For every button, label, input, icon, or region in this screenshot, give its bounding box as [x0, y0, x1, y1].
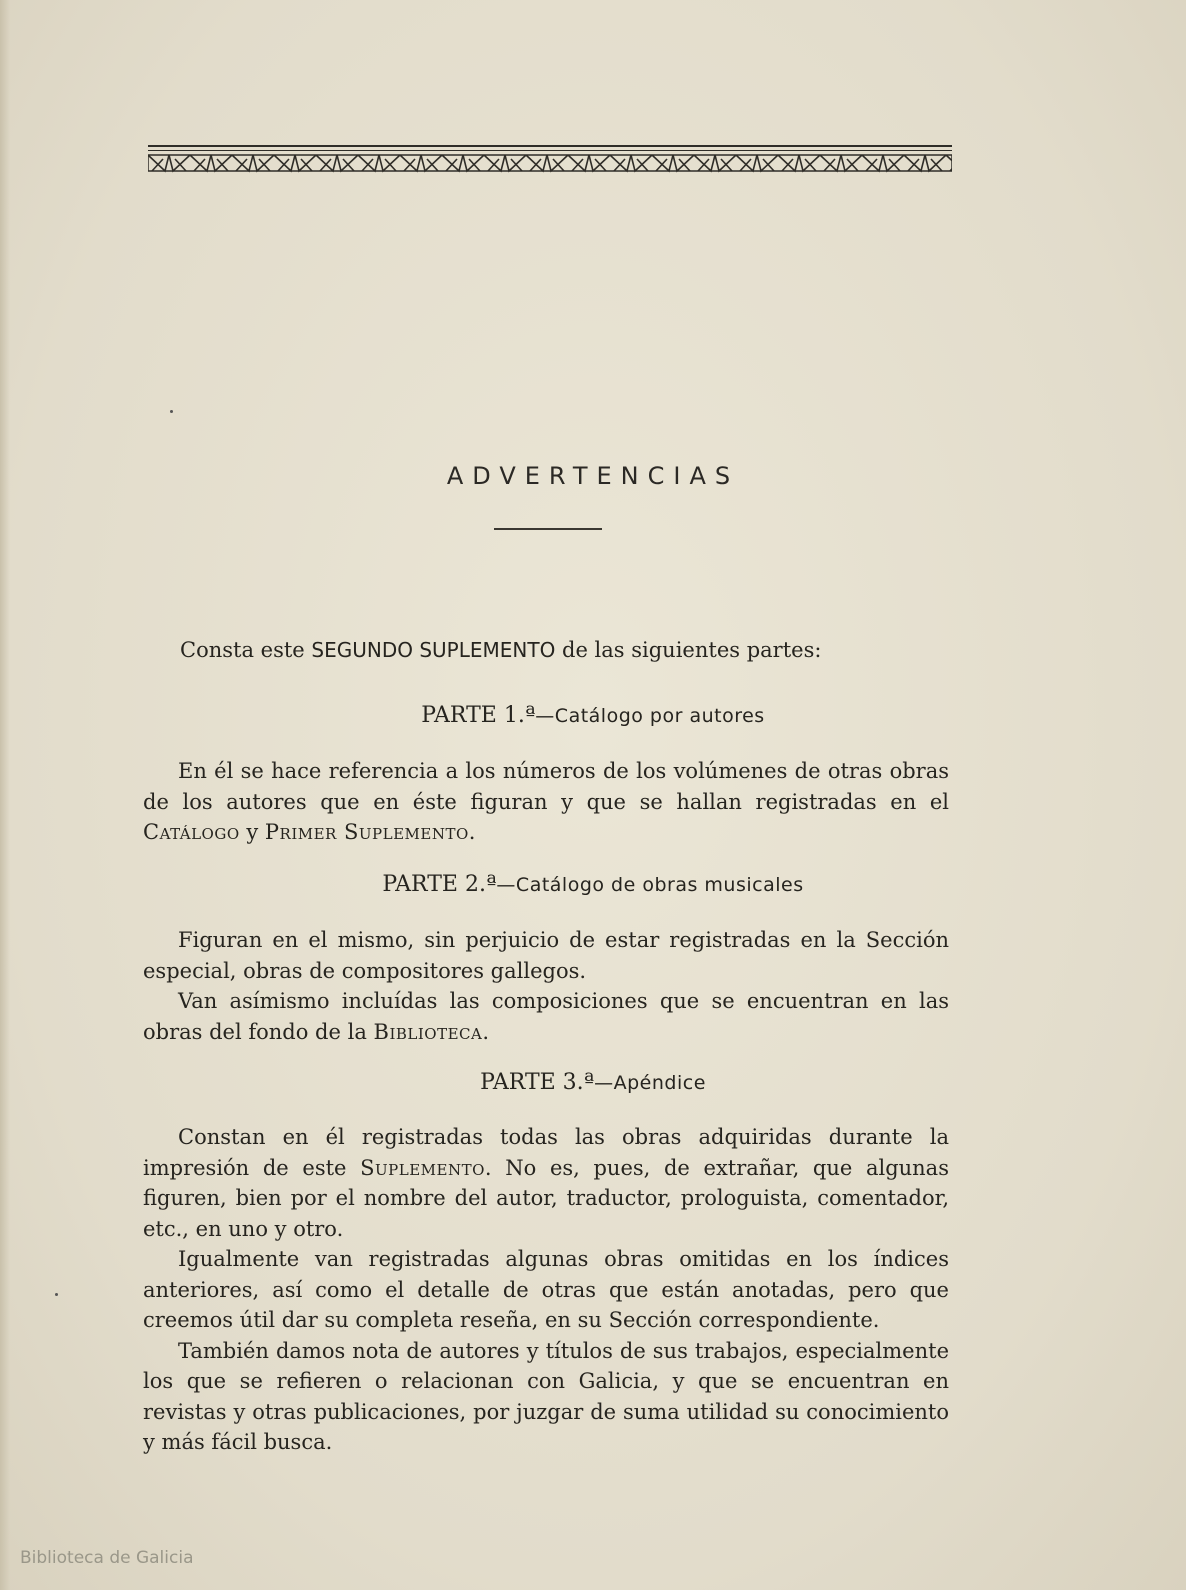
paragraph: Igualmente van registradas algunas obras omitidas en los índices anteriores, así como el detalle de otras que están anotadas, pero que creemos útil dar su completa reseña, en su Sección correspondiente. — [143, 1247, 949, 1332]
intro-before: Consta este — [180, 638, 305, 662]
ornament-motif — [904, 155, 946, 171]
ornament-motif — [946, 155, 952, 171]
catalog-reference: Catálogo — [143, 820, 240, 844]
ornament-pattern — [148, 155, 952, 171]
paragraph — [143, 1122, 949, 1244]
ornament-motif — [442, 155, 484, 171]
part-2-body — [143, 925, 949, 1047]
paragraph-text: En él se hace referencia a los números de los volúmenes de otras obras de los autores que en éste figuran y que se hallan registradas en el — [143, 759, 949, 814]
supplement-reference: Suplemento — [360, 1155, 485, 1180]
part-1-number: PARTE 1.ª — [421, 703, 536, 728]
ornament-motif — [778, 155, 820, 171]
part-1-body — [143, 756, 949, 848]
part-2-title: —Catálogo de obras musicales — [496, 874, 804, 896]
part-2-heading — [0, 872, 1186, 897]
paragraph — [143, 986, 949, 1047]
paragraph-text: y — [246, 820, 259, 844]
part-2-number: PARTE 2.ª — [382, 872, 497, 897]
paragraph-text: . No es, pues, de extrañar, que algunas figuren, bien por el nombre del autor, traductor, prologuista, comentador, etc., en uno y otro. — [143, 1155, 949, 1241]
ornament-motif — [736, 155, 778, 171]
ornament-motif — [274, 155, 316, 171]
part-1-heading — [0, 703, 1186, 728]
page-title: ADVERTENCIAS — [446, 462, 740, 490]
ornament-motif — [316, 155, 358, 171]
part-1-title: —Catálogo por autores — [535, 705, 765, 727]
intro-after: de las siguientes partes: — [562, 638, 822, 662]
library-reference: Biblioteca — [373, 1019, 483, 1044]
ornament-motif — [820, 155, 862, 171]
paragraph-text: . — [482, 1019, 490, 1044]
first-supplement-reference: Primer Suplemento — [264, 820, 469, 844]
paragraph-text: Van asímismo incluídas las composiciones que se encuentran en las obras del fondo de la — [143, 989, 949, 1044]
intro-supplement-title: SEGUNDO SUPLEMENTO — [311, 638, 556, 662]
ornament-motif — [190, 155, 232, 171]
paragraph-text: Constan en él registradas todas las obras adquiridas durante la impresión de este — [143, 1125, 949, 1180]
paper-speck — [170, 410, 173, 413]
paragraph-text: . — [468, 820, 476, 844]
ornament-motif — [148, 155, 190, 171]
paragraph: También damos nota de autores y títulos de sus trabajos, especialmente los que se refieren o relacionan con Galicia, y que se encuentran en revistas y otras publicaciones, por juzgar de suma utilidad su conocimiento y más fácil busca. — [143, 1338, 949, 1454]
paragraph — [143, 756, 949, 848]
ornament-motif — [652, 155, 694, 171]
ornament-motif — [610, 155, 652, 171]
ornament-motif — [862, 155, 904, 171]
paragraph: Figuran en el mismo, sin perjuicio de estar registradas en la Sección especial, obras de compositores gallegos. — [143, 928, 949, 983]
ornament-motif — [526, 155, 568, 171]
part-3-title: —Apéndice — [594, 1072, 706, 1094]
source-watermark: Biblioteca de Galicia — [20, 1548, 194, 1568]
page-binding-shadow — [0, 0, 10, 1590]
paper-speck — [55, 1293, 58, 1296]
title-underline — [494, 528, 602, 530]
ornament-motif — [232, 155, 274, 171]
part-3-heading — [0, 1070, 1186, 1095]
ornamental-border — [148, 145, 952, 175]
intro-paragraph — [180, 638, 950, 662]
part-3-number: PARTE 3.ª — [480, 1070, 595, 1095]
ornament-motif — [694, 155, 736, 171]
ornament-motif — [400, 155, 442, 171]
ornament-motif — [484, 155, 526, 171]
ornament-motif — [568, 155, 610, 171]
ornament-motif — [358, 155, 400, 171]
part-3-body — [143, 1122, 949, 1458]
